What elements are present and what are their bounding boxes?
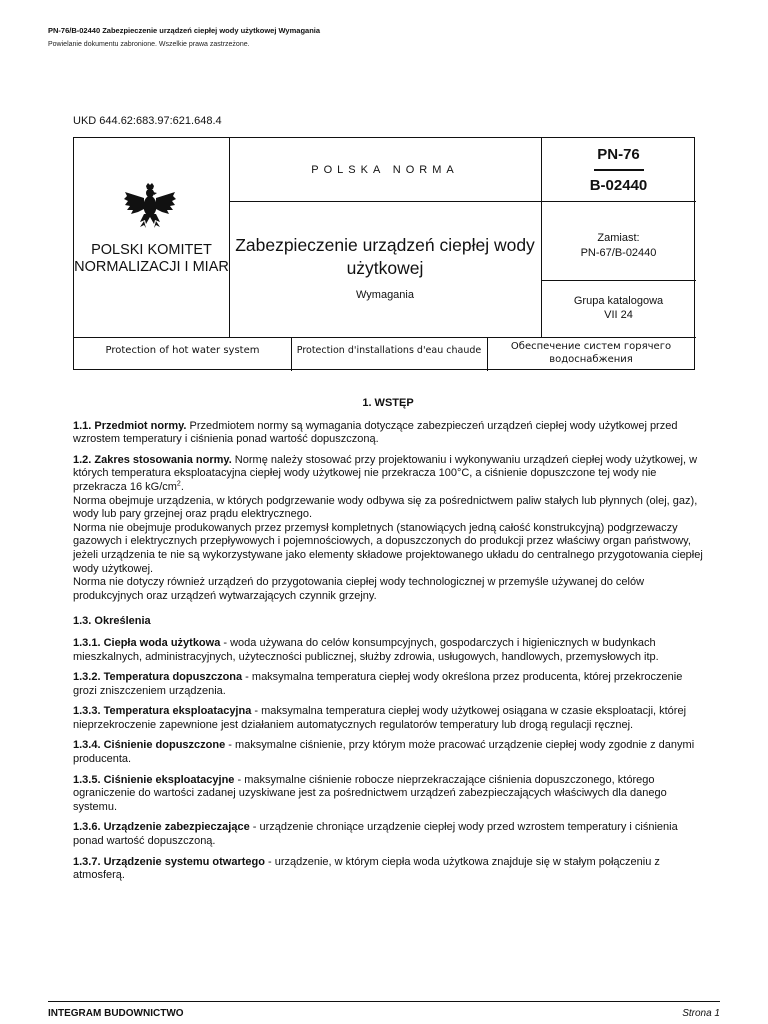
paragraph-text: Przedmiotem normy są wymagania dotyczące zabezpieczeń urządzeń ciepłej wody użytkowej przed wzrostem temperatury i ciśnienia ponad wartość dopuszczoną.: [73, 419, 678, 446]
definition-text: - maksymalne ciśnienie, przy którym może pracować urządzenie ciepłej wody zgodnie z danymi producenta.: [73, 739, 695, 766]
paragraph-text: Norma nie dotyczy również urządzeń do przygotowania ciepłej wody technologicznej w przemyśle używanej do celów produkcyjnych oraz urządzeń wytwarzających czynnik grzejny.: [73, 576, 645, 602]
definition-text: - maksymalna temperatura ciepłej wody użytkowej osiągana w czasie eksploatacji, której nieprzekroczenie zapewnione jest działaniem automatycznych regulatorów temperatury lub drogą regulacji ręcznej.: [73, 705, 687, 731]
definition-text: - urządzenie, w którym ciepła woda użytkowa znajduje się w stałym połączeniu z atmosferą.: [73, 855, 660, 882]
standard-subtitle: Wymagania: [356, 289, 414, 301]
eagle-emblem-icon: [122, 182, 178, 230]
replaces-value: PN-67/B-02440: [580, 247, 657, 259]
paragraph-heading: 1.2. Zakres stosowania normy.: [73, 453, 232, 466]
paragraph-heading: 1.1. Przedmiot normy.: [73, 419, 187, 432]
divider: [74, 337, 696, 338]
definition-text: - urządzenie chroniące urządzenie ciepłej wody przed wzrostem temperatury i ciśnienia ponad wartość dopuszczoną.: [73, 821, 678, 848]
standard-pn: PN-76: [597, 146, 640, 163]
definition-term: 1.3.5. Ciśnienie eksploatacyjne: [73, 773, 235, 786]
title-russian: Обеспечение систем горячего водоснабжения: [510, 341, 672, 365]
definition-item: [73, 774, 703, 815]
subsection-heading: 1.3. Określenia: [73, 615, 151, 628]
replaces-label: Zamiast:: [597, 232, 640, 244]
polska-norma-label: POLSKA NORMA: [311, 164, 459, 176]
definition-term: 1.3.6. Urządzenie zabezpieczające: [73, 821, 250, 834]
paragraph-1-2: [73, 454, 703, 604]
paragraph-1-1: [73, 420, 703, 447]
title-english: Protection of hot water system: [105, 345, 260, 356]
paragraph-text: .: [180, 480, 184, 493]
ukd-classification: UKD 644.62:683.97:621.648.4: [73, 115, 222, 127]
superscript: 2: [176, 480, 181, 488]
definition-item: [73, 671, 703, 698]
section-heading: 1. WSTĘP: [362, 397, 414, 409]
committee-name: POLSKI KOMITET NORMALIZACJI I MIAR: [74, 242, 229, 275]
document-body: [73, 397, 703, 890]
number-rule: [594, 169, 644, 171]
definition-text: - maksymalna temperatura ciepłej wody określona przez producenta, której przekroczenie grozi zniszczeniem urządzenia.: [73, 671, 683, 697]
standard-number: B-02440: [589, 177, 648, 194]
definition-text: - maksymalne ciśnienie robocze nieprzekraczające ciśnienia dopuszczonego, którego ograniczenie do wartości zadanej uzyskiwane jest za pośrednictwem urządzeń zabezpieczających właściwych dla danego systemu.: [73, 773, 667, 813]
definition-term: 1.3.7. Urządzenie systemu otwartego: [73, 855, 265, 868]
catalog-group: [541, 294, 696, 322]
replaces-info: [541, 231, 696, 261]
definition-item: [73, 856, 703, 883]
definition-term: 1.3.2. Temperatura dopuszczona: [73, 671, 243, 684]
definition-item: [73, 705, 703, 732]
page-number: Strona 1: [682, 1008, 720, 1019]
standard-title: Zabezpieczenie urządzeń ciepłej wody użytkowej: [235, 235, 535, 278]
catalog-group-label: Grupa katalogowa: [573, 295, 664, 307]
definition-item: [73, 637, 703, 664]
paragraph-text: Norma nie obejmuje produkowanych przez przemysł kompletnych (stanowiących jedną całość konstrukcyjną) podgrzewaczy gazowych i elektrycznych przepływowych i pojemnościowych, a dopuszczonych do produkcji przez właściwy organ państwowy, jeżeli urządzenia te nie są wykorzystywane jako elementy składowe projektowanego układu do centralnego przygotowania ciepłej wody użytkowej.: [73, 521, 703, 575]
definition-term: 1.3.4. Ciśnienie dopuszczone: [73, 739, 226, 752]
footer-publisher: INTEGRAM BUDOWNICTWO: [48, 1008, 184, 1019]
divider: [229, 201, 696, 202]
divider: [541, 280, 696, 281]
definition-item: [73, 821, 703, 848]
copyright-notice: Powielanie dokumentu zabronione. Wszelkie prawa zastrzeżone.: [48, 41, 250, 48]
catalog-group-value: VII 24: [604, 309, 633, 321]
title-french: Protection d'installations d'eau chaude: [296, 345, 482, 356]
document-header-title: PN-76/B-02440 Zabezpieczenie urządzeń ciepłej wody użytkowej Wymagania: [48, 26, 321, 35]
definition-term: 1.3.3. Temperatura eksploatacyjna: [73, 705, 252, 718]
definition-text: - woda używana do celów konsumpcyjnych, gospodarczych i higienicznych w budynkach mieszkalnych, administracyjnych, użyteczności publicznej, służby zdrowia, usługowych, handlowych, przemysłowych itp.: [73, 636, 659, 663]
definition-item: [73, 739, 703, 766]
footer-divider: [48, 1001, 720, 1002]
paragraph-text: Normę należy stosować przy projektowaniu i wykonywaniu urządzeń ciepłej wody użytkowej, w których temperatura eksploatacyjna ciepłej wody użytkowej nie przekracza 100°C, a ciśnienie dopuszczone tej wody nie przekracza 16 kG/cm: [73, 453, 698, 493]
title-box: [73, 137, 695, 370]
paragraph-text: Norma obejmuje urządzenia, w których podgrzewanie wody odbywa się za pośrednictwem paliw stałych lub płynnych (olej, gaz), wody lub pary grzejnej oraz prądu elektrycznego.: [73, 494, 698, 521]
definition-term: 1.3.1. Ciepła woda użytkowa: [73, 636, 221, 649]
